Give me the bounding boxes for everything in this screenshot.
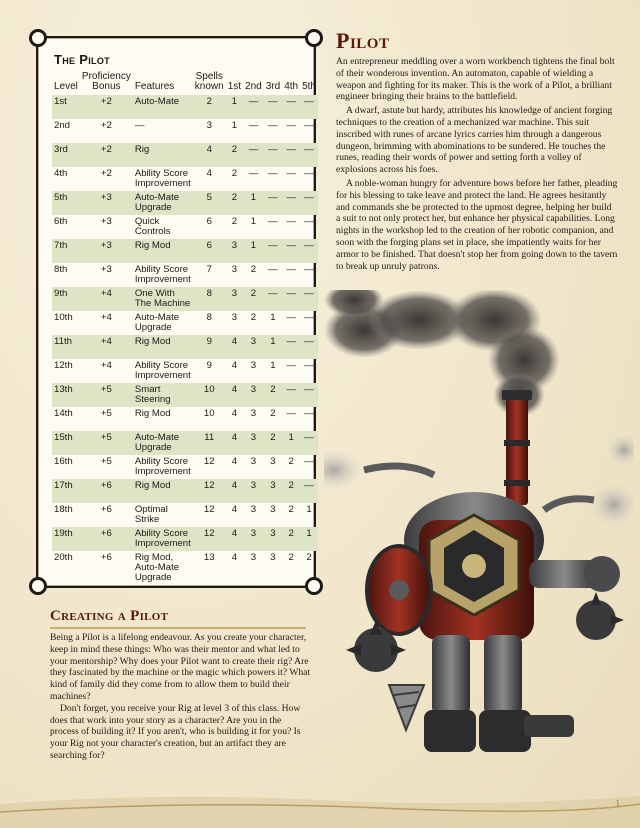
table-cell-s3: — <box>264 239 282 263</box>
table-cell-s3: 1 <box>270 360 276 371</box>
table-cell-s4: 2 <box>288 456 294 467</box>
table-cell-s1: 4 <box>231 456 238 467</box>
table-cell-s2: — <box>243 143 264 167</box>
table-cell-level: 1st <box>52 95 80 119</box>
table-cell-s5: — <box>300 143 318 167</box>
table-cell-s4: 1 <box>282 431 300 455</box>
table-cell-level: 15th <box>52 431 80 455</box>
table-cell-s2: 2 <box>250 264 257 275</box>
table-body <box>52 95 318 585</box>
table-cell-prof: +2 <box>80 143 133 167</box>
table-cell-s5: — <box>304 360 314 371</box>
table-cell-s1: 4 <box>231 552 238 563</box>
table-cell-s3: 3 <box>270 456 276 467</box>
table-cell-feat: Ability Score Improvement <box>134 528 191 549</box>
table-cell-s4: 2 <box>288 552 294 563</box>
table-row <box>52 263 318 287</box>
table-cell-level: 7th <box>52 239 80 263</box>
table-cell-s1: 1 <box>231 120 238 131</box>
table-cell-s1: 2 <box>226 143 243 167</box>
table-cell-s1: 4 <box>226 479 243 503</box>
table-cell-s3: — <box>264 143 282 167</box>
table-cell-s5: — <box>304 216 314 227</box>
table-cell-feat: Rig <box>133 143 193 167</box>
table-cell-s5: — <box>300 335 318 359</box>
table-cell-level: 12th <box>54 360 73 371</box>
table-cell-s1: 4 <box>231 408 238 419</box>
table-cell-s4: — <box>282 287 300 311</box>
table-cell-feat: Rig Mod <box>133 335 193 359</box>
table-cell-s4: — <box>286 312 296 323</box>
table-cell-s4: — <box>282 95 300 119</box>
table-cell-s3: 3 <box>264 479 282 503</box>
table-cell-feat: Auto-Mate Upgrade <box>133 431 193 455</box>
table-cell-s2: 2 <box>250 312 257 323</box>
table-cell-feat: Quick Controls <box>134 216 171 237</box>
table-cell-spells: 12 <box>203 504 215 515</box>
table-cell-level: 14th <box>54 408 73 419</box>
table-cell-spells: 13 <box>203 552 215 563</box>
table-cell-s5: 1 <box>300 527 318 551</box>
table-cell-level: 16th <box>54 456 73 467</box>
table-cell-spells: 4 <box>206 168 212 179</box>
table-cell-spells: 2 <box>193 95 226 119</box>
section-heading-pilot: Pilot <box>336 28 390 53</box>
table-cell-s2: — <box>248 120 259 131</box>
table-cell-s1: 4 <box>231 504 238 515</box>
table-cell-s4: — <box>282 383 300 407</box>
table-cell-feat: Smart Steering <box>133 383 193 407</box>
table-cell-s2: 3 <box>250 360 257 371</box>
table-cell-feat: One With The Machine <box>133 287 193 311</box>
table-cell-s4: — <box>286 168 296 179</box>
table-cell-level: 20th <box>54 552 73 563</box>
section-heading-creating: Creating a Pilot <box>50 608 169 624</box>
table-row <box>52 551 318 585</box>
table-cell-feat: Ability Score Improvement <box>134 168 191 189</box>
table-cell-s5: 1 <box>306 504 312 515</box>
table-row <box>52 479 318 503</box>
table-row <box>52 119 318 143</box>
table-cell-s5: — <box>300 479 318 503</box>
table-cell-prof: +6 <box>80 479 133 503</box>
table-cell-level: 19th <box>52 527 80 551</box>
table-row <box>52 143 318 167</box>
table-cell-spells: 10 <box>193 383 226 407</box>
header-slot-3rd: 3rd <box>265 81 281 92</box>
table-cell-s2: 3 <box>243 527 264 551</box>
table-cell-s2: 3 <box>250 408 257 419</box>
table-cell-spells: 9 <box>206 360 212 371</box>
pilot-paragraph: A dwarf, astute but hardy, attributes his knowledge of ancient forging techniques to the creation of a mechanized war machine. This suit inscribed with runes of arcane lyrics carries him through a dangerous dungeon, brimming with abominations to be sundered. He touches the runes, reading their words of power and setting forth a volley of explosions across his foes. <box>336 105 613 176</box>
table-row <box>52 167 318 191</box>
table-cell-s1: 4 <box>231 360 238 371</box>
table-cell-s4: — <box>286 120 296 131</box>
table-cell-s1: 2 <box>231 168 238 179</box>
table-cell-prof: +3 <box>100 264 112 275</box>
table-cell-s5: — <box>300 431 318 455</box>
table-row <box>52 95 318 119</box>
table-cell-spells: 9 <box>193 335 226 359</box>
table-cell-spells: 7 <box>206 264 212 275</box>
table-cell-level: 5th <box>52 191 80 215</box>
table-cell-prof: +5 <box>80 383 133 407</box>
table-cell-level: 17th <box>52 479 80 503</box>
table-cell-s3: — <box>268 120 278 131</box>
table-cell-s4: 2 <box>282 479 300 503</box>
table-cell-s2: 3 <box>250 456 257 467</box>
table-cell-feat: Ability Score Improvement <box>134 360 191 381</box>
table-cell-spells: 4 <box>193 143 226 167</box>
table-cell-prof: +6 <box>100 552 112 563</box>
table-cell-s3: — <box>264 287 282 311</box>
table-cell-s1: 4 <box>226 383 243 407</box>
table-cell-s3: 1 <box>270 312 276 323</box>
table-row <box>52 359 318 383</box>
table-cell-prof: +6 <box>100 504 112 515</box>
table-cell-feat: Auto-Mate Upgrade <box>134 312 180 333</box>
table-cell-spells: 8 <box>193 287 226 311</box>
table-cell-s4: 2 <box>282 527 300 551</box>
table-row <box>52 239 318 263</box>
table-cell-s2: 1 <box>243 191 264 215</box>
table-cell-s3: 2 <box>264 383 282 407</box>
table-cell-s2: 3 <box>250 504 257 515</box>
table-cell-s5: — <box>300 191 318 215</box>
table-cell-feat: Ability Score Improvement <box>134 456 191 477</box>
table-cell-s3: 2 <box>264 431 282 455</box>
table-cell-s5: — <box>304 168 314 179</box>
table-cell-prof: +4 <box>80 335 133 359</box>
table-cell-level: 13th <box>52 383 80 407</box>
table-cell-s1: 3 <box>231 312 238 323</box>
table-cell-level: 6th <box>54 216 68 227</box>
table-cell-s3: — <box>264 95 282 119</box>
table-cell-prof: +3 <box>80 239 133 263</box>
table-row <box>52 527 318 551</box>
table-cell-prof: +5 <box>100 456 112 467</box>
header-proficiency: Proficiency Bonus <box>81 71 131 92</box>
table-cell-spells: 8 <box>206 312 212 323</box>
table-cell-s2: 3 <box>250 552 257 563</box>
table-cell-spells: 12 <box>193 527 226 551</box>
table-cell-s3: 1 <box>264 335 282 359</box>
table-cell-prof: +2 <box>80 95 133 119</box>
creating-paragraph: Don't forget, you receive your Rig at level 3 of this class. How does that work into your story as a character? Are you in the process of building it? If you aren't, who is building it for you? Is your Rig not your character's creation, but an artifact they are searching for? <box>50 702 301 761</box>
table-cell-s3: 3 <box>270 552 276 563</box>
table-cell-spells: 3 <box>206 120 212 131</box>
table-cell-level: 11th <box>52 335 80 359</box>
header-spells-known: Spells known <box>194 71 224 92</box>
table-cell-prof: +4 <box>100 360 112 371</box>
table-cell-prof: +3 <box>100 216 112 227</box>
pilot-paragraph: An entrepreneur meddling over a worn workbench tightens the final bolt of their wonderous invention. An automaton, capable of wielding a weapon and fighting for its maker. This is the work of a Pilot, a brilliant engineer bringing their brains to the battlefield. <box>336 56 615 103</box>
frame-corner-ornament <box>29 577 47 595</box>
table-cell-prof: +2 <box>100 168 112 179</box>
page-number: 1 <box>615 798 620 808</box>
table-cell-prof: +3 <box>80 191 133 215</box>
table-cell-s1: 2 <box>231 216 238 227</box>
table-cell-s2: 1 <box>243 239 264 263</box>
table-cell-s4: — <box>282 143 300 167</box>
table-cell-spells: 10 <box>203 408 215 419</box>
header-slot-2nd: 2nd <box>245 81 262 92</box>
table-cell-s5: — <box>300 287 318 311</box>
table-cell-spells: 6 <box>206 216 212 227</box>
header-slot-1st: 1st <box>227 81 242 92</box>
table-cell-feat: Rig Mod <box>133 239 193 263</box>
table-cell-feat: Rig Mod <box>133 479 193 503</box>
footer-decoration <box>0 790 640 828</box>
table-row <box>52 311 318 335</box>
table-cell-s2: 3 <box>243 479 264 503</box>
table-cell-s5: 2 <box>306 552 312 563</box>
table-cell-s1: 4 <box>226 527 243 551</box>
table-cell-s2: 1 <box>250 216 257 227</box>
table-cell-feat: Auto-Mate <box>133 95 193 119</box>
table-cell-s5: — <box>300 95 318 119</box>
table-cell-s2: 3 <box>243 431 264 455</box>
heading-underline-divider <box>50 627 306 629</box>
table-cell-s1: 4 <box>226 431 243 455</box>
table-cell-s3: — <box>268 216 278 227</box>
table-cell-s1: 3 <box>226 287 243 311</box>
table-row <box>52 503 318 527</box>
pilot-paragraph: A noble-woman hungry for adventure bows before her father, pleading for his blessing to take leave and protect the land. He agrees hesitantly and commands she be protected to the upmost degree, helping her build a suit to not only protect her, but enhance her physical capabilities. Long nights in the workshop led to the creation of her robotic companion, and soon with the forging plans set in place, she impatiently waits for her armor to be finished. That doesn't stop her from going down to the tavern to break up unruly patrons. <box>336 177 618 272</box>
table-cell-prof: +5 <box>100 408 112 419</box>
table-row <box>52 191 318 215</box>
table-cell-prof: +4 <box>100 312 112 323</box>
table-cell-prof: +2 <box>100 120 112 131</box>
table-cell-s4: — <box>286 264 296 275</box>
class-progression-table <box>52 72 318 585</box>
table-cell-feat: Auto-Mate Upgrade <box>133 191 193 215</box>
table-cell-level: 4th <box>54 168 68 179</box>
table-cell-s2: 3 <box>243 383 264 407</box>
table-cell-s3: — <box>264 191 282 215</box>
table-header-row <box>52 72 318 95</box>
creating-paragraph: Being a Pilot is a lifelong endeavour. As you create your character, keep in mind these things: Who was their mentor and what led to your mentorship? Why does your Pilot want to create their rig? Are they fascinated by the machine or the magic which powers it? What kind of family did they come from to allow them to build their machines? <box>50 632 311 702</box>
table-cell-s1: 3 <box>226 239 243 263</box>
table-cell-s3: 3 <box>270 504 276 515</box>
table-cell-feat: Ability Score Improvement <box>134 264 191 285</box>
table-cell-s4: — <box>286 360 296 371</box>
class-table-title: The Pilot <box>54 52 110 67</box>
table-cell-spells: 5 <box>193 191 226 215</box>
table-cell-feat: Rig Mod <box>134 408 171 419</box>
table-cell-spells: 12 <box>193 479 226 503</box>
header-slot-5th: 5th <box>302 81 316 92</box>
frame-corner-ornament <box>29 29 47 47</box>
table-cell-s5: — <box>304 120 314 131</box>
table-cell-level: 18th <box>54 504 73 515</box>
table-cell-level: 9th <box>52 287 80 311</box>
frame-corner-ornament <box>305 29 323 47</box>
table-cell-feat: — <box>134 120 145 131</box>
table-cell-s4: 2 <box>288 504 294 515</box>
creating-body-text <box>50 632 312 762</box>
table-cell-s4: — <box>286 216 296 227</box>
pilot-intro-text <box>336 56 618 274</box>
table-cell-s2: — <box>243 95 264 119</box>
class-table-frame <box>36 36 316 588</box>
table-row <box>52 215 318 239</box>
table-cell-s4: — <box>282 191 300 215</box>
table-cell-s5: — <box>300 383 318 407</box>
table-cell-s1: 1 <box>226 95 243 119</box>
table-cell-prof: +4 <box>80 287 133 311</box>
table-cell-s2: — <box>248 168 259 179</box>
table-cell-s5: — <box>304 408 314 419</box>
header-features: Features <box>134 81 175 92</box>
table-row <box>52 407 318 431</box>
table-cell-level: 2nd <box>54 120 71 131</box>
table-cell-feat: Rig Mod, Auto-Mate Upgrade <box>134 552 180 583</box>
table-cell-s5: — <box>300 239 318 263</box>
table-cell-spells: 12 <box>203 456 215 467</box>
table-cell-s2: 3 <box>243 335 264 359</box>
table-cell-s1: 3 <box>231 264 238 275</box>
table-cell-s1: 4 <box>226 335 243 359</box>
table-cell-level: 3rd <box>52 143 80 167</box>
table-row <box>52 455 318 479</box>
table-cell-s5: — <box>304 312 314 323</box>
header-slot-4th: 4th <box>284 81 299 92</box>
table-row <box>52 431 318 455</box>
table-cell-level: 8th <box>54 264 68 275</box>
table-cell-s2: 2 <box>243 287 264 311</box>
table-row <box>52 335 318 359</box>
table-cell-s3: 3 <box>264 527 282 551</box>
table-cell-s5: — <box>304 264 314 275</box>
table-cell-spells: 6 <box>193 239 226 263</box>
header-level: Level <box>54 81 78 92</box>
table-cell-s3: — <box>268 168 278 179</box>
table-row <box>52 287 318 311</box>
table-row <box>52 383 318 407</box>
table-cell-s5: — <box>304 456 314 467</box>
table-cell-s3: — <box>268 264 278 275</box>
table-cell-feat: Optimal Strike <box>134 504 168 525</box>
table-cell-prof: +6 <box>80 527 133 551</box>
table-cell-s4: — <box>282 335 300 359</box>
table-cell-s4: — <box>282 239 300 263</box>
table-cell-s4: — <box>286 408 296 419</box>
table-cell-spells: 11 <box>193 431 226 455</box>
table-cell-s1: 2 <box>226 191 243 215</box>
steampunk-mech-illustration <box>324 290 634 790</box>
table-cell-level: 10th <box>54 312 73 323</box>
table-cell-s3: 2 <box>270 408 276 419</box>
table-cell-prof: +5 <box>80 431 133 455</box>
